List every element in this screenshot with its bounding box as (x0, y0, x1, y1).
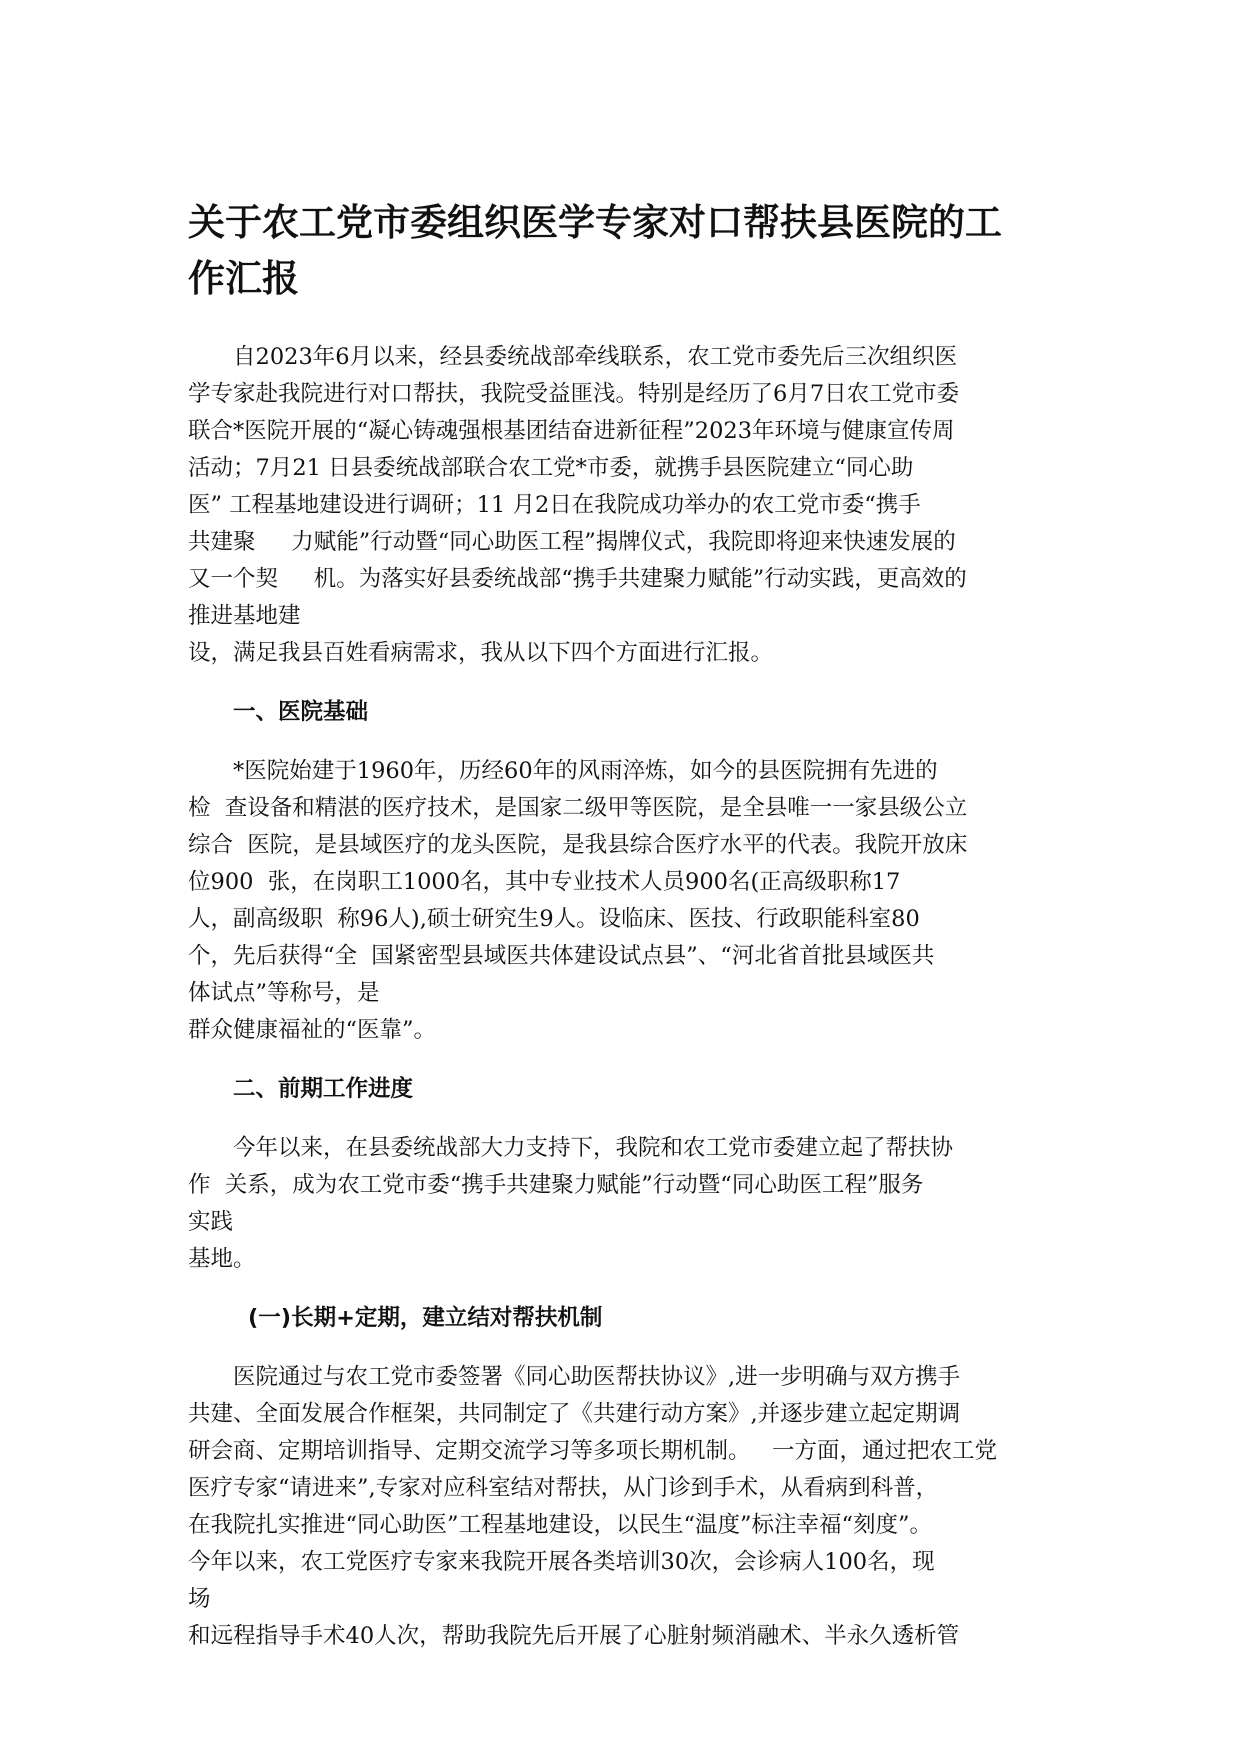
intro-paragraph (188, 339, 1068, 672)
section-heading: 一、医院基础 (233, 699, 369, 725)
document-body (188, 195, 1068, 1655)
text-line: 作 关系，成为农工党市委“携手共建聚力赋能”行动暨“同心助医工程”服务 (188, 1172, 924, 1198)
text-line: 医疗专家“请进来”,专家对应科室结对帮扶，从门诊到手术，从看病到科普， (188, 1475, 939, 1501)
text-line: 检 查设备和精湛的医疗技术，是国家二级甲等医院，是全县唯一一家县级公立 (188, 795, 968, 821)
text-line: 研会商、定期培训指导、定期交流学习等多项长期机制。 一方面，通过把农工党 (188, 1438, 997, 1464)
text-line: 群众健康福祉的“医靠”。 (188, 1017, 437, 1043)
text-line: 今年以来，在县委统战部大力支持下，我院和农工党市委建立起了帮扶协 (233, 1135, 954, 1161)
title-line: 关于农工党市委组织医学专家对口帮扶县医院的工 (188, 201, 1002, 244)
document-title (188, 195, 1068, 307)
text-line: 联合*医院开展的“凝心铸魂强根基团结奋进新征程”2023年环境与健康宣传周 (188, 418, 955, 444)
text-line: 和远程指导手术40人次，帮助我院先后开展了心脏射频消融术、半永久透析管 (188, 1623, 960, 1649)
subsection-heading: (一)长期+定期，建立结对帮扶机制 (248, 1305, 603, 1331)
subsection1-paragraph (188, 1359, 1068, 1655)
text-line: 活动；7月21 日县委统战部联合农工党*市委，就携手县医院建立“同心助 (188, 455, 914, 481)
text-line: *医院始建于1960年，历经60年的风雨淬炼，如今的县医院拥有先进的 (233, 758, 938, 784)
text-line: 综合 医院，是县域医疗的龙头医院，是我县综合医疗水平的代表。我院开放床 (188, 832, 968, 858)
text-line: 今年以来，农工党医疗专家来我院开展各类培训30次，会诊病人100名，现 (188, 1549, 935, 1575)
text-line: 设，满足我县百姓看病需求，我从以下四个方面进行汇报。 (188, 640, 774, 666)
text-line: 场 (188, 1586, 211, 1612)
text-line: 位900 张，在岗职工1000名，其中专业技术人员900名(正高级职称17 (188, 869, 901, 895)
text-line: 共建聚 力赋能”行动暨“同心助医工程”揭牌仪式，我院即将迎来快速发展的 (188, 529, 956, 555)
text-line: 体试点”等称号，是 (188, 980, 380, 1006)
text-line: 实践 (188, 1209, 234, 1235)
section1-paragraph (188, 753, 1068, 1049)
title-line: 作汇报 (188, 257, 299, 300)
text-line: 共建、全面发展合作框架，共同制定了《共建行动方案》,并逐步建立起定期调 (188, 1401, 961, 1427)
text-line: 推进基地建 (188, 603, 301, 629)
text-line: 学专家赴我院进行对口帮扶，我院受益匪浅。特别是经历了6月7日农工党市委 (188, 381, 960, 407)
text-line: 医院通过与农工党市委签署《同心助医帮扶协议》,进一步明确与双方携手 (233, 1364, 961, 1390)
text-line: 人，副高级职 称96人),硕士研究生9人。设临床、医技、行政职能科室80 (188, 906, 920, 932)
text-line: 基地。 (188, 1246, 256, 1272)
text-line: 在我院扎实推进“同心助医”工程基地建设，以民生“温度”标注幸福“刻度”。 (188, 1512, 933, 1538)
section-heading: 二、前期工作进度 (233, 1076, 414, 1102)
text-line: 自2023年6月以来，经县委统战部牵线联系，农工党市委先后三次组织医 (233, 344, 958, 370)
text-line: 医” 工程基地建设进行调研；11 月2日在我院成功举办的农工党市委“携手 (188, 492, 921, 518)
text-line: 又一个契 机。为落实好县委统战部“携手共建聚力赋能”行动实践，更高效的 (188, 566, 967, 592)
text-line: 个，先后获得“全 国紧密型县域医共体建设试点县”、“河北省首批县域医共 (188, 943, 935, 969)
section2-paragraph (188, 1130, 1068, 1278)
